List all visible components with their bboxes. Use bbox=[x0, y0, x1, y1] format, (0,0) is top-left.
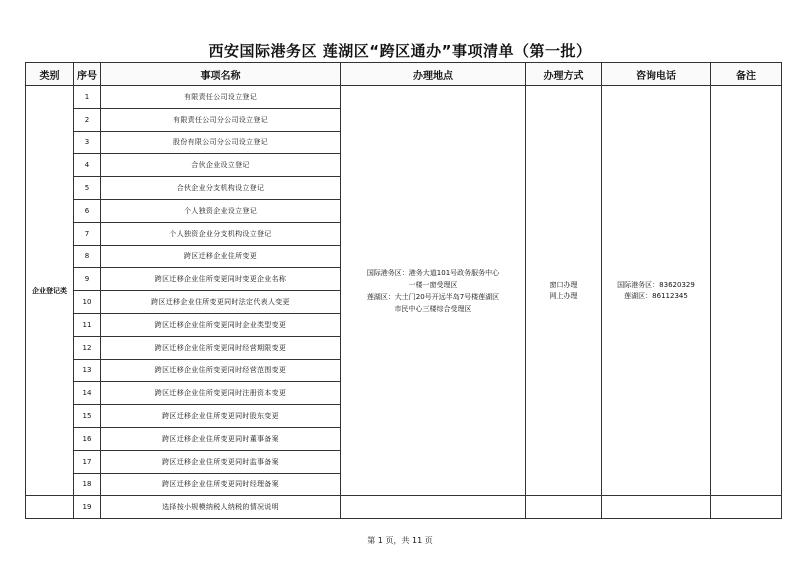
location-line: 莲湖区：大土门20号开远半岛7号楼莲湖区 bbox=[366, 292, 500, 301]
item-name: 跨区迁移企业住所变更同时股东变更 bbox=[101, 405, 341, 428]
row-index: 18 bbox=[74, 473, 101, 496]
item-name: 个人独资企业分支机构设立登记 bbox=[101, 222, 341, 245]
row-index: 4 bbox=[74, 154, 101, 177]
location-line: 市民中心三楼综合受理区 bbox=[394, 304, 472, 313]
header-index: 序号 bbox=[74, 63, 101, 86]
row-index: 2 bbox=[74, 108, 101, 131]
row-index: 11 bbox=[74, 313, 101, 336]
row-index: 7 bbox=[74, 222, 101, 245]
row-index: 16 bbox=[74, 427, 101, 450]
item-name: 跨区迁移企业住所变更同时经营期限变更 bbox=[101, 336, 341, 359]
item-name: 合伙企业设立登记 bbox=[101, 154, 341, 177]
item-name: 跨区迁移企业住所变更同时监事备案 bbox=[101, 450, 341, 473]
row-index: 1 bbox=[74, 86, 101, 109]
item-name: 有限责任公司分公司设立登记 bbox=[101, 108, 341, 131]
row-index: 6 bbox=[74, 199, 101, 222]
item-name: 股份有限公司分公司设立登记 bbox=[101, 131, 341, 154]
items-table bbox=[25, 62, 782, 519]
item-name: 跨区迁移企业住所变更同时经理备案 bbox=[101, 473, 341, 496]
table-header-row bbox=[26, 63, 782, 86]
method-line: 网上办理 bbox=[549, 291, 578, 300]
location-line: 国际港务区：港务大道101号政务服务中心 bbox=[366, 268, 500, 277]
row-index: 8 bbox=[74, 245, 101, 268]
header-category: 类别 bbox=[26, 63, 74, 86]
header-phone: 咨询电话 bbox=[602, 63, 711, 86]
page-title: 西安国际港务区 莲湖区“跨区通办”事项清单（第一批） bbox=[208, 42, 592, 60]
method-line: 窗口办理 bbox=[549, 280, 578, 289]
note-cell bbox=[711, 496, 782, 519]
header-note: 备注 bbox=[711, 63, 782, 86]
item-name: 跨区迁移企业住所变更同时企业类型变更 bbox=[101, 313, 341, 336]
row-index: 10 bbox=[74, 291, 101, 314]
header-method: 办理方式 bbox=[526, 63, 602, 86]
page-footer: 第 1 页，共 11 页 bbox=[367, 536, 433, 545]
item-name: 跨区迁移企业住所变更同时法定代表人变更 bbox=[101, 291, 341, 314]
item-name: 合伙企业分支机构设立登记 bbox=[101, 177, 341, 200]
phone-cell bbox=[602, 496, 711, 519]
row-index: 9 bbox=[74, 268, 101, 291]
item-name: 跨区迁移企业住所变更同时变更企业名称 bbox=[101, 268, 341, 291]
note-cell bbox=[711, 86, 782, 496]
phone-line: 国际港务区：83620329 bbox=[617, 280, 695, 289]
header-item-name: 事项名称 bbox=[101, 63, 341, 86]
item-name: 跨区迁移企业住所变更 bbox=[101, 245, 341, 268]
category-cell bbox=[26, 496, 74, 519]
table-row bbox=[26, 496, 782, 519]
row-index: 14 bbox=[74, 382, 101, 405]
header-location: 办理地点 bbox=[341, 63, 526, 86]
row-index: 15 bbox=[74, 405, 101, 428]
location-line: 一楼一窗受理区 bbox=[408, 280, 458, 289]
item-name: 跨区迁移企业住所变更同时注册资本变更 bbox=[101, 382, 341, 405]
item-name: 跨区迁移企业住所变更同时经营范围变更 bbox=[101, 359, 341, 382]
location-cell bbox=[341, 86, 526, 496]
item-name: 选择按小规模纳税人纳税的情况说明 bbox=[101, 496, 341, 519]
row-index: 3 bbox=[74, 131, 101, 154]
item-name: 有限责任公司设立登记 bbox=[101, 86, 341, 109]
row-index: 13 bbox=[74, 359, 101, 382]
phone-line: 莲湖区：86112345 bbox=[624, 291, 688, 300]
row-index: 17 bbox=[74, 450, 101, 473]
method-cell bbox=[526, 86, 602, 496]
item-name: 个人独资企业设立登记 bbox=[101, 199, 341, 222]
phone-cell bbox=[602, 86, 711, 496]
category-label: 企业登记类 bbox=[32, 286, 67, 295]
row-index: 12 bbox=[74, 336, 101, 359]
row-index: 19 bbox=[74, 496, 101, 519]
method-cell bbox=[526, 496, 602, 519]
row-index: 5 bbox=[74, 177, 101, 200]
location-cell bbox=[341, 496, 526, 519]
item-name: 跨区迁移企业住所变更同时董事备案 bbox=[101, 427, 341, 450]
table-row bbox=[26, 86, 782, 109]
category-cell bbox=[26, 86, 74, 496]
